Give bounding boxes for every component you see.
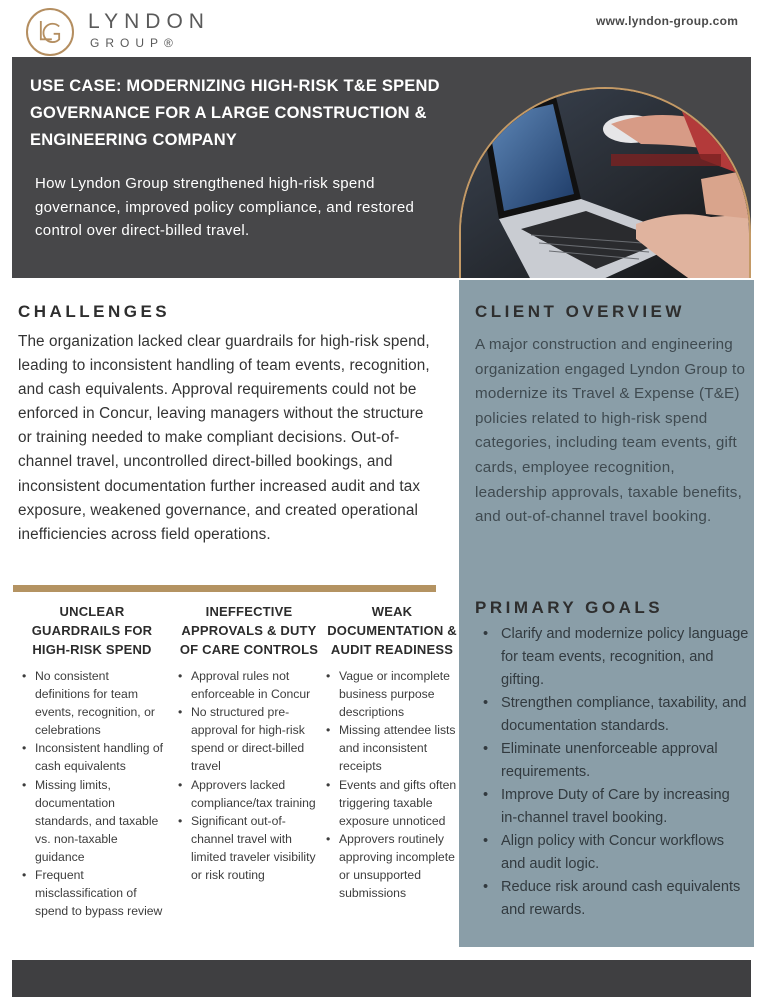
challenge-column-approvals xyxy=(176,602,322,884)
primary-goals-list xyxy=(477,623,749,922)
list-item: • Eliminate unenforceable approval requirements. xyxy=(477,738,749,784)
list-item: • Vague or incomplete business purpose descriptions xyxy=(324,667,460,721)
footer-bar xyxy=(12,960,751,997)
challenges-body: The organization lacked clear guardrails for high-risk spend, leading to inconsistent handling of team events, recognition, and cash equivalents. Approval requirements could not be enforced in Concur, leaving managers without the structure or training needed to make compliant decisions. Out-of-channel travel, uncontrolled direct-billed bookings, and inconsistent documentation further increased audit and tax exposure, weakened governance, and created operational inefficiencies across field operations. xyxy=(18,333,430,543)
brand-wordmark xyxy=(88,10,210,50)
page-title: USE CASE: MODERNIZING HIGH-RISK T&E SPEND GOVERNANCE FOR A LARGE CONSTRUCTION & ENGINEERING COMPANY xyxy=(30,77,440,149)
column-title: INEFFECTIVE APPROVALS & DUTY OF CARE CONTROLS xyxy=(179,604,319,657)
list-item: • Align policy with Concur workflows and audit logic. xyxy=(477,830,749,876)
list-item: • Approval rules not enforceable in Concur xyxy=(176,667,322,703)
column-title: WEAK DOCUMENTATION & AUDIT READINESS xyxy=(327,604,457,657)
brand-sub: GROUP® xyxy=(90,36,179,50)
client-overview-heading: CLIENT OVERVIEW xyxy=(475,302,685,321)
brand-name: LYNDON xyxy=(88,10,210,33)
website-link[interactable]: www.lyndon-group.com xyxy=(596,14,739,28)
list-item: • Frequent misclassification of spend to bypass review xyxy=(20,866,164,920)
column-title: UNCLEAR GUARDRAILS FOR HIGH-RISK SPEND xyxy=(31,604,153,657)
challenge-column-guardrails xyxy=(20,602,164,920)
list-item: • Events and gifts often triggering taxable exposure unnoticed xyxy=(324,776,460,830)
lyndon-logo-icon xyxy=(26,8,74,56)
primary-goals-heading: PRIMARY GOALS xyxy=(475,598,664,617)
list-item: • Approvers routinely approving incomplete or unsupported submissions xyxy=(324,830,460,902)
list-item: • Reduce risk around cash equivalents and rewards. xyxy=(477,876,749,922)
list-item: • Missing limits, documentation standards, and taxable vs. non-taxable guidance xyxy=(20,776,164,866)
challenge-column-documentation xyxy=(324,602,460,902)
client-overview-panel xyxy=(459,280,754,947)
list-item: • No consistent definitions for team events, recognition, or celebrations xyxy=(20,667,164,739)
client-overview-body: A major construction and engineering organization engaged Lyndon Group to modernize its Travel & Expense (T&E) policies related to high-risk spend categories, including team events, gift cards, employee recognition, leadership approvals, taxable benefits, and out-of-channel travel booking. xyxy=(475,336,746,526)
list-item: • Approvers lacked compliance/tax training xyxy=(176,776,322,812)
list-item: • Inconsistent handling of cash equivalents xyxy=(20,739,164,775)
challenges-heading: CHALLENGES xyxy=(18,302,171,321)
list-item: • Strengthen compliance, taxability, and documentation standards. xyxy=(477,692,749,738)
page-subtitle: How Lyndon Group strengthened high-risk spend governance, improved policy compliance, and restored control over direct-billed travel. xyxy=(35,175,415,239)
list-item: • Missing attendee lists and inconsistent receipts xyxy=(324,721,460,775)
list-item: • Improve Duty of Care by increasing in-channel travel booking. xyxy=(477,784,749,830)
divider xyxy=(13,585,436,592)
list-item: • No structured pre-approval for high-risk spend or direct-billed travel xyxy=(176,703,322,775)
list-item: • Clarify and modernize policy language for team events, recognition, and gifting. xyxy=(477,623,749,692)
list-item: • Significant out-of-channel travel with limited traveler visibility or risk routing xyxy=(176,812,322,884)
